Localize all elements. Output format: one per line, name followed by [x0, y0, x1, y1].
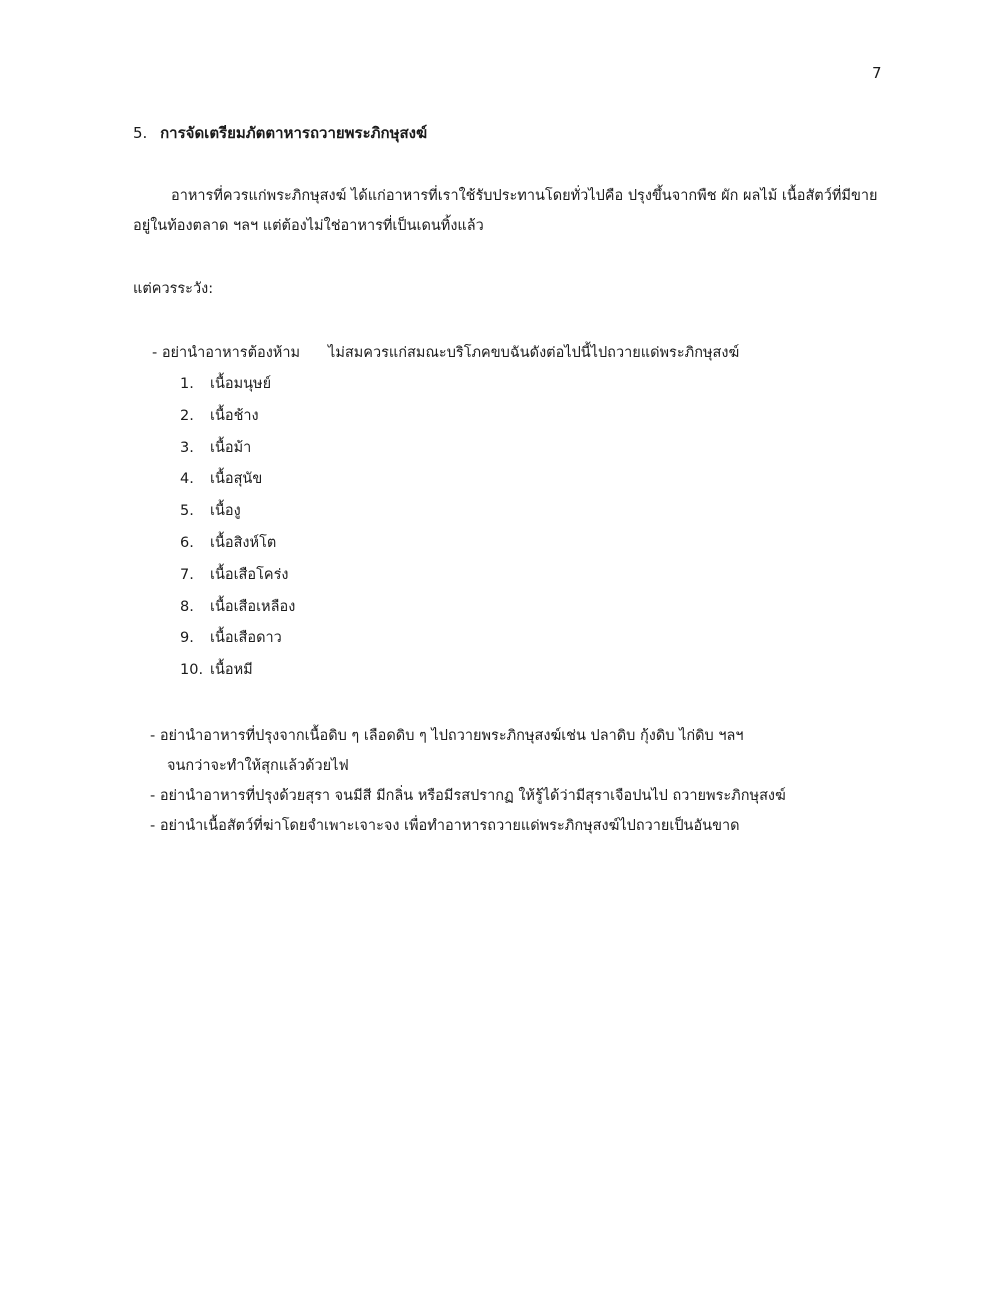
page-number: 7	[872, 64, 882, 82]
rule-part-1: อย่านำอาหารต้องห้าม	[161, 345, 301, 361]
forbidden-meat-list	[180, 374, 295, 692]
rule-item	[150, 811, 786, 841]
intro-paragraph	[133, 181, 878, 241]
section-number: 5.	[133, 124, 148, 142]
list-item: 9. เนื้อเสือดาว	[180, 630, 282, 647]
list-item: 6. เนื้อสิงห์โต	[180, 534, 277, 551]
list-item: 7. เนื้อเสือโคร่ง	[180, 566, 289, 583]
forbidden-food-rule	[152, 341, 739, 364]
caution-label: แต่ควรระวัง:	[133, 281, 214, 297]
rule-line: - อย่านำอาหารที่ปรุงด้วยสุรา จนมีสี มีกลิ่น หรือมีรสปรากฏ ให้รู้ได้ว่ามีสุราเจือปนไป ถวายพระภิกษุสงฆ์	[150, 788, 786, 804]
rule-line: - อย่านำเนื้อสัตว์ที่ฆ่าโดยจำเพาะเจาะจง เพื่อทำอาหารถวายแด่พระภิกษุสงฆ์ไปถวายเป็นอันขาด	[150, 818, 740, 834]
rule-bullet: -	[152, 345, 158, 361]
list-item: 3. เนื้อม้า	[180, 439, 252, 456]
section-title: การจัดเตรียมภัตตาหารถวายพระภิกษุสงฆ์	[160, 124, 428, 142]
list-item: 4. เนื้อสุนัข	[180, 471, 263, 488]
list-item: 2. เนื้อช้าง	[180, 407, 259, 424]
list-item: 1. เนื้อมนุษย์	[180, 376, 272, 392]
rule-line: - อย่านำอาหารที่ปรุงจากเนื้อดิบ ๆ เลือดดิบ ๆ ไปถวายพระภิกษุสงฆ์เช่น ปลาดิบ กุ้งดิบ ไก่ดิบ ฯลฯ	[150, 728, 744, 744]
section-heading	[133, 121, 427, 145]
rule-continuation: จนกว่าจะทำให้สุกแล้วด้วยไฟ	[167, 758, 349, 774]
list-item: 5. เนื้องู	[180, 503, 241, 520]
intro-line-2: อยู่ในท้องตลาด ฯลฯ แต่ต้องไม่ใช่อาหารที่เป็นเดนทิ้งแล้ว	[133, 218, 484, 234]
rule-part-2: ไม่สมควรแก่สมณะบริโภคขบฉันดังต่อไปนี้ไปถวายแด่พระภิกษุสงฆ์	[328, 345, 740, 361]
list-item: 8. เนื้อเสือเหลือง	[180, 598, 296, 615]
rule-item	[150, 721, 786, 781]
rule-item	[150, 781, 786, 811]
additional-rules	[150, 721, 786, 841]
list-item: 10. เนื้อหมี	[180, 662, 253, 679]
intro-line-1: อาหารที่ควรแก่พระภิกษุสงฆ์ ได้แก่อาหารที่เราใช้รับประทานโดยทั่วไปคือ ปรุงขึ้นจากพืช ผัก ผลไม้ เนื้อสัตว์ที่มีขาย	[171, 188, 878, 204]
